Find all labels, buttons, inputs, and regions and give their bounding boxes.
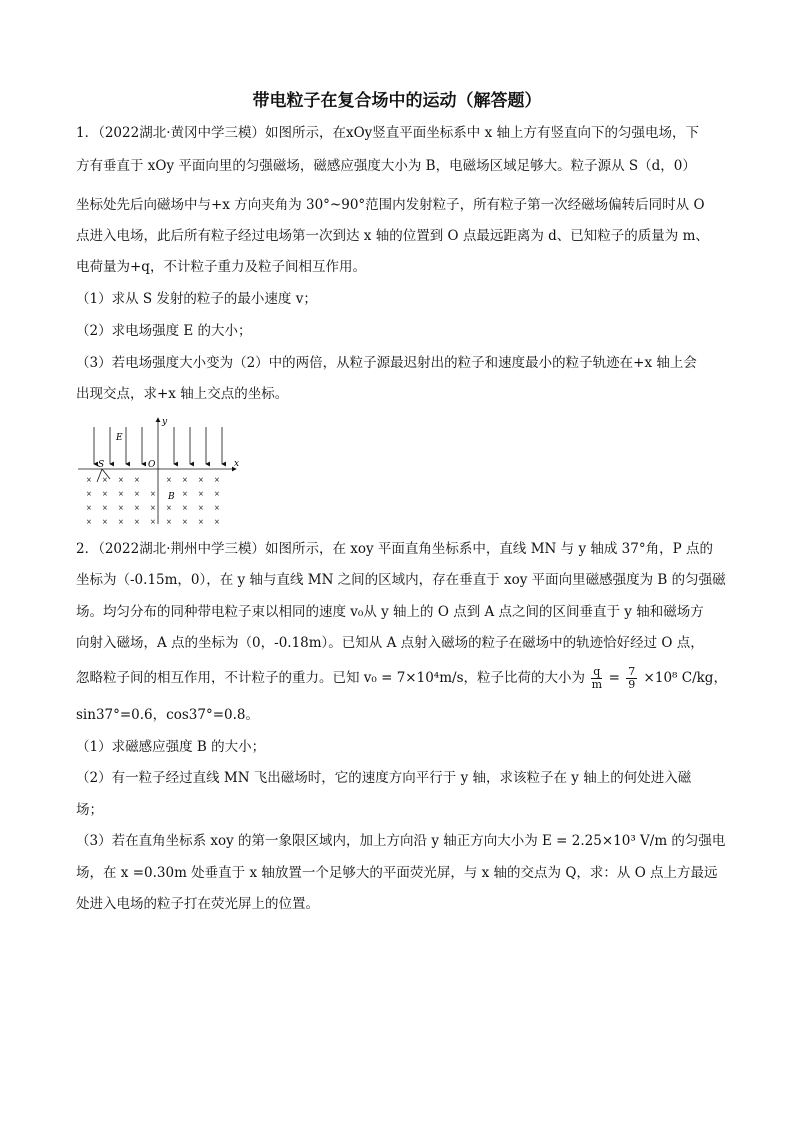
q2-line-5 xyxy=(76,666,726,691)
svg-text:×: × xyxy=(150,490,156,498)
x-axis-label: x xyxy=(234,459,240,469)
q1-sub1: （1）求从 S 发射的粒子的最小速度 v； xyxy=(76,291,317,307)
svg-text:×: × xyxy=(214,518,220,526)
q1-line-2: 方有垂直于 xOy 平面向里的匀强磁场，磁感应强度大小为 B，电磁场区域足够大。粒子源从 S（d，0） xyxy=(76,158,696,174)
q2-line-4: 向射入磁场，A 点的坐标为（0，-0.18m）。已知从 A 点射入磁场的粒子在磁场中的轨迹恰好经过 O 点， xyxy=(76,635,704,651)
svg-text:×: × xyxy=(198,476,204,484)
svg-text:×: × xyxy=(118,476,124,484)
svg-text:×: × xyxy=(182,504,188,512)
q2-sub3-line-2: 场，在 x =0.30m 处垂直于 x 轴放置一个足够大的平面荧光屏，与 x 轴的交点为 Q，求：从 O 点上方最远 xyxy=(76,865,718,881)
q1-sub3-line-1: （3）若电场强度大小变为（2）中的两倍，从粒子源最迟射出的粒子和速度最小的粒子轨迹在+x 轴上会 xyxy=(76,355,697,371)
svg-text:×: × xyxy=(134,490,140,498)
svg-text:×: × xyxy=(214,476,220,484)
svg-text:×: × xyxy=(118,518,124,526)
b-field-label: B xyxy=(168,492,175,502)
fraction-m: m xyxy=(591,678,603,691)
seven-ninths-fraction xyxy=(626,666,637,691)
svg-text:×: × xyxy=(102,476,108,484)
svg-text:×: × xyxy=(150,504,156,512)
q1-line-5: 电荷量为+q，不计粒子重力及粒子间相互作用。 xyxy=(76,259,366,275)
q2-line-5-text: 忽略粒子间的相互作用，不计粒子的重力。已知 v₀ = 7×10⁴m/s，粒子比荷的大小为 xyxy=(76,670,585,686)
q2-sub3-line-3: 处进入电场的粒子打在荧光屏上的位置。 xyxy=(76,896,319,912)
svg-text:×: × xyxy=(102,504,108,512)
svg-text:×: × xyxy=(198,518,204,526)
svg-text:×: × xyxy=(182,518,188,526)
q1-sub3-line-2: 出现交点，求+x 轴上交点的坐标。 xyxy=(76,386,289,402)
q2-sub2-line-2: 场； xyxy=(76,802,103,818)
svg-text:×: × xyxy=(86,490,92,498)
equals-sign: = xyxy=(608,670,620,686)
svg-text:×: × xyxy=(198,504,204,512)
q1-line-4: 点进入电场，此后所有粒子经过电场第一次到达 x 轴的位置到 O 点最远距离为 d、已知粒子的质量为 m、 xyxy=(76,228,709,244)
svg-text:×: × xyxy=(150,518,156,526)
origin-o-label: O xyxy=(148,460,156,470)
svg-text:×: × xyxy=(182,476,188,484)
svg-text:×: × xyxy=(166,504,172,512)
fraction-7: 7 xyxy=(628,665,636,678)
svg-text:×: × xyxy=(214,490,220,498)
svg-text:×: × xyxy=(118,490,124,498)
svg-text:×: × xyxy=(102,518,108,526)
y-axis-label: y xyxy=(162,417,168,427)
q1-line-1: 1．（2022湖北·黄冈中学三模）如图所示，在xOy竖直平面坐标系中 x 轴上方有竖直向下的匀强电场，下 xyxy=(76,125,699,141)
q2-sub1: （1）求磁感应强度 B 的大小； xyxy=(76,739,266,755)
q2-line-5-unit: ×10⁸ C/kg， xyxy=(643,670,727,686)
q2-sub3-line-1: （3）若在直角坐标系 xoy 的第一象限区域内，加上方向沿 y 轴正方向大小为 E = 2.25×10³ V/m 的匀强电 xyxy=(76,833,726,849)
q1-line-3: 坐标处先后向磁场中与+x 方向夹角为 30°~90°范围内发射粒子，所有粒子第一次经磁场偏转后同时从 O xyxy=(76,197,705,213)
q2-sub2-line-1: （2）有一粒子经过直线 MN 飞出磁场时，它的速度方向平行于 y 轴，求该粒子在 y 轴上的何处进入磁 xyxy=(76,770,692,786)
q1-field-diagram xyxy=(76,412,246,532)
q2-line-6: sin37°=0.6，cos37°=0.8。 xyxy=(76,707,259,723)
fraction-q: q xyxy=(593,665,601,678)
source-s-label: S xyxy=(98,460,105,470)
svg-text:×: × xyxy=(134,476,140,484)
svg-text:×: × xyxy=(166,476,172,484)
q2-line-3: 场。均匀分布的同种带电粒子束以相同的速度 v₀从 y 轴上的 O 点到 A 点之间的区间垂直于 y 轴和磁场方 xyxy=(76,604,704,620)
svg-text:×: × xyxy=(86,476,92,484)
svg-text:×: × xyxy=(134,518,140,526)
svg-text:×: × xyxy=(102,490,108,498)
svg-text:×: × xyxy=(182,490,188,498)
q1-sub2: （2）求电场强度 E 的大小； xyxy=(76,323,252,339)
e-field-label: E xyxy=(116,433,123,443)
svg-text:×: × xyxy=(166,518,172,526)
svg-text:×: × xyxy=(198,490,204,498)
svg-text:×: × xyxy=(86,518,92,526)
svg-text:×: × xyxy=(118,504,124,512)
q2-line-1: 2．（2022湖北·荆州中学三模）如图所示，在 xoy 平面直角坐标系中，直线 MN 与 y 轴成 37°角，P 点的 xyxy=(76,541,713,557)
q2-line-2: 坐标为（-0.15m，0），在 y 轴与直线 MN 之间的区域内，存在垂直于 xoy 平面向里磁感强度为 B 的匀强磁 xyxy=(76,572,726,588)
magnetic-field-crosses xyxy=(86,476,220,526)
charge-mass-fraction xyxy=(591,666,602,691)
svg-text:×: × xyxy=(214,504,220,512)
svg-text:×: × xyxy=(86,504,92,512)
svg-text:×: × xyxy=(134,504,140,512)
fraction-9: 9 xyxy=(628,678,636,691)
page-title: 带电粒子在复合场中的运动（解答题） xyxy=(252,91,542,111)
